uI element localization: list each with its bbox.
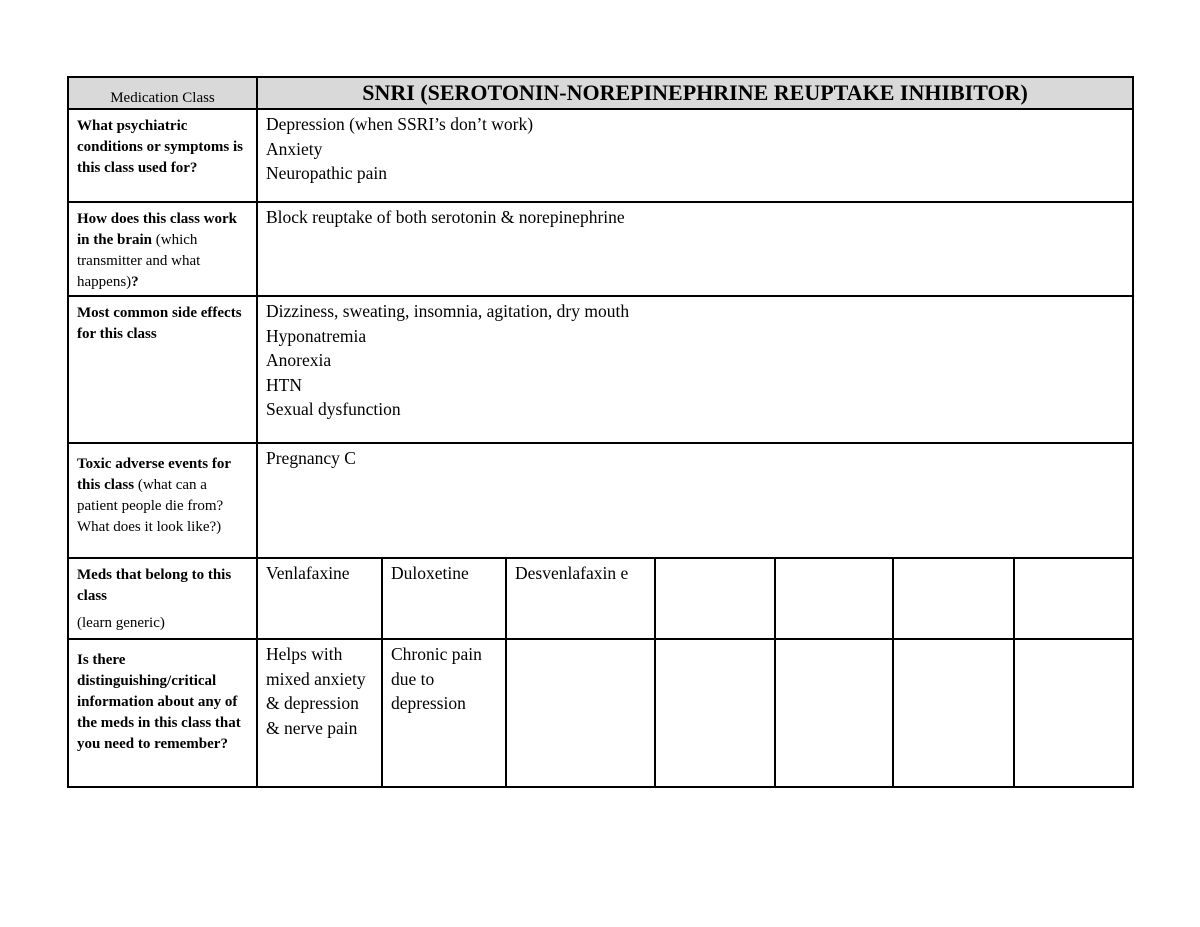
mechanism-answer <box>257 202 1133 296</box>
critical-info-cell <box>1014 639 1133 787</box>
conditions-row <box>68 109 1133 202</box>
med-cell <box>775 558 893 639</box>
critical-info-question <box>68 639 257 787</box>
side-effects-answer <box>257 296 1133 443</box>
toxic-answer <box>257 443 1133 558</box>
mechanism-question-mark: ? <box>131 274 139 290</box>
meds-question-detail: (learn generic) <box>77 615 165 631</box>
conditions-question-text: What psychiatric conditions or symptoms is this class used for? <box>77 118 243 176</box>
critical-info-cell <box>893 639 1014 787</box>
mechanism-question-detail: (which transmitter and what happens) <box>77 232 201 290</box>
toxic-question-detail: (what can a patient people die from? What does it look like?) <box>77 477 224 535</box>
med-cell <box>1014 558 1133 639</box>
conditions-answer-line: Anxiety <box>266 138 323 159</box>
med-cell <box>893 558 1014 639</box>
toxic-answer-line: Pregnancy C <box>266 448 356 468</box>
critical-info-cell: Chronic pain due to depression <box>382 639 506 787</box>
conditions-answer-line: Neuropathic pain <box>266 163 387 183</box>
side-effects-answer-line: Hyponatremia <box>266 325 367 346</box>
critical-info-cell <box>655 639 775 787</box>
conditions-answer <box>257 109 1133 202</box>
side-effects-question <box>68 296 257 443</box>
toxic-row <box>68 443 1133 558</box>
side-effects-answer-line: Sexual dysfunction <box>266 399 401 419</box>
conditions-question <box>68 109 257 202</box>
medication-class-title: SNRI (SEROTONIN-NOREPINEPHRINE REUPTAKE INHIBITOR) <box>257 77 1133 109</box>
side-effects-row <box>68 296 1133 443</box>
mechanism-row <box>68 202 1133 296</box>
med-cell: Venlafaxine <box>257 558 382 639</box>
med-cell <box>655 558 775 639</box>
critical-info-row <box>68 639 1133 787</box>
medication-class-table <box>67 76 1134 788</box>
toxic-question-bold: Toxic adverse events for this class <box>77 456 231 493</box>
mechanism-answer-line: Block reuptake of both serotonin & norepinephrine <box>266 207 625 227</box>
header-row <box>68 77 1133 109</box>
toxic-question <box>68 443 257 558</box>
mechanism-question-bold: How does this class work in the brain <box>77 211 238 248</box>
med-cell: Duloxetine <box>382 558 506 639</box>
side-effects-answer-line: HTN <box>266 374 302 395</box>
side-effects-answer-line: Anorexia <box>266 350 332 370</box>
meds-question-bold: Meds that belong to this class <box>77 567 232 604</box>
critical-info-cell <box>775 639 893 787</box>
critical-info-cell: Helps with mixed anxiety & depression & nerve pain <box>257 639 382 787</box>
critical-info-question-text: Is there distinguishing/critical information about any of the meds in this class that you need to remember? <box>77 652 241 752</box>
critical-info-cell <box>506 639 655 787</box>
mechanism-question <box>68 202 257 296</box>
side-effects-answer-line: Dizziness, sweating, insomnia, agitation, dry mouth <box>266 301 630 321</box>
medication-class-table-container <box>67 76 1132 788</box>
med-cell: Desvenlafaxin e <box>506 558 655 639</box>
conditions-answer-line: Depression (when SSRI’s don’t work) <box>266 114 534 134</box>
meds-row <box>68 558 1133 639</box>
side-effects-question-text: Most common side effects for this class <box>77 305 242 342</box>
medication-class-label: Medication Class <box>68 77 257 109</box>
meds-question <box>68 558 257 639</box>
